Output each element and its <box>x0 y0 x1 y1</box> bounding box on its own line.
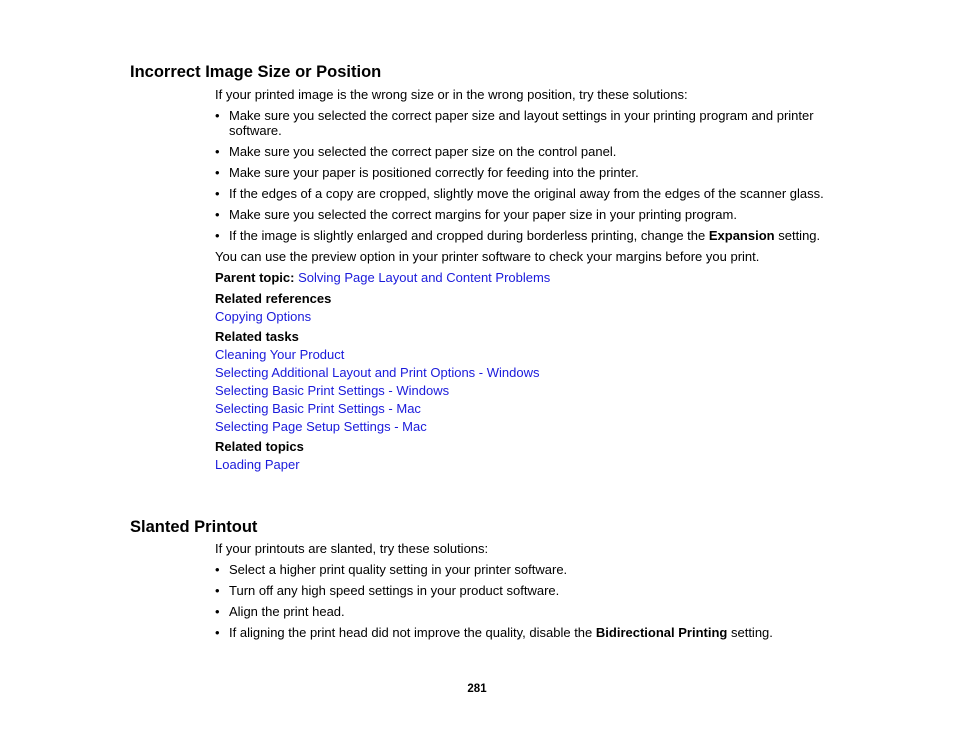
related-topics-label: Related topics <box>215 439 304 454</box>
list-item: • Make sure you selected the correct paper size and layout settings in your printing program and printer software. <box>215 108 825 138</box>
bullet-text: If aligning the print head did not improve the quality, disable the <box>229 625 596 640</box>
page-number: 281 <box>467 683 487 695</box>
link-basic-print-settings-windows[interactable]: Selecting Basic Print Settings - Windows <box>215 383 450 398</box>
bullet-text: setting. <box>774 228 821 243</box>
link-copying-options[interactable]: Copying Options <box>215 309 312 324</box>
bidirectional-printing-setting-name: Bidirectional Printing <box>595 625 728 640</box>
list-item: • Align the print head. <box>215 604 825 619</box>
related-tasks-label: Related tasks <box>215 329 299 344</box>
section1-bullet-list <box>215 108 825 243</box>
link-additional-layout-windows[interactable]: Selecting Additional Layout and Print Options - Windows <box>215 365 540 380</box>
link-cleaning-your-product[interactable]: Cleaning Your Product <box>215 347 345 362</box>
expansion-setting-name: Expansion <box>708 228 775 243</box>
list-item: • Select a higher print quality setting in your printer software. <box>215 562 825 577</box>
section2-intro: If your printouts are slanted, try these solutions: <box>215 541 489 556</box>
list-item <box>215 228 825 243</box>
bullet-text: If the image is slightly enlarged and cropped during borderless printing, change the <box>229 228 709 243</box>
link-basic-print-settings-mac[interactable]: Selecting Basic Print Settings - Mac <box>215 401 421 416</box>
list-item: • Make sure your paper is positioned correctly for feeding into the printer. <box>215 165 825 180</box>
section2-bullet-list <box>215 562 825 640</box>
bullet-text: setting. <box>727 625 773 640</box>
section-heading-slanted-printout: Slanted Printout <box>130 518 258 536</box>
list-item: • Make sure you selected the correct paper size on the control panel. <box>215 144 825 159</box>
link-loading-paper[interactable]: Loading Paper <box>215 457 300 472</box>
list-item: • If the edges of a copy are cropped, slightly move the original away from the edges of the scanner glass. <box>215 186 825 201</box>
list-item <box>215 625 825 640</box>
parent-topic <box>215 270 825 285</box>
section-heading-incorrect-image-size: Incorrect Image Size or Position <box>130 63 382 81</box>
parent-topic-link[interactable]: Solving Page Layout and Content Problems <box>298 270 551 285</box>
list-item: • Turn off any high speed settings in your product software. <box>215 583 825 598</box>
section2-body <box>215 541 825 640</box>
list-item: • Make sure you selected the correct margins for your paper size in your printing program. <box>215 207 825 222</box>
preview-note: You can use the preview option in your printer software to check your margins before you print. <box>215 249 760 264</box>
section1-intro: If your printed image is the wrong size or in the wrong position, try these solutions: <box>215 87 688 102</box>
parent-topic-label: Parent topic: <box>215 270 295 285</box>
link-page-setup-settings-mac[interactable]: Selecting Page Setup Settings - Mac <box>215 419 427 434</box>
section1-body <box>215 87 825 474</box>
related-references-label: Related references <box>215 291 332 306</box>
